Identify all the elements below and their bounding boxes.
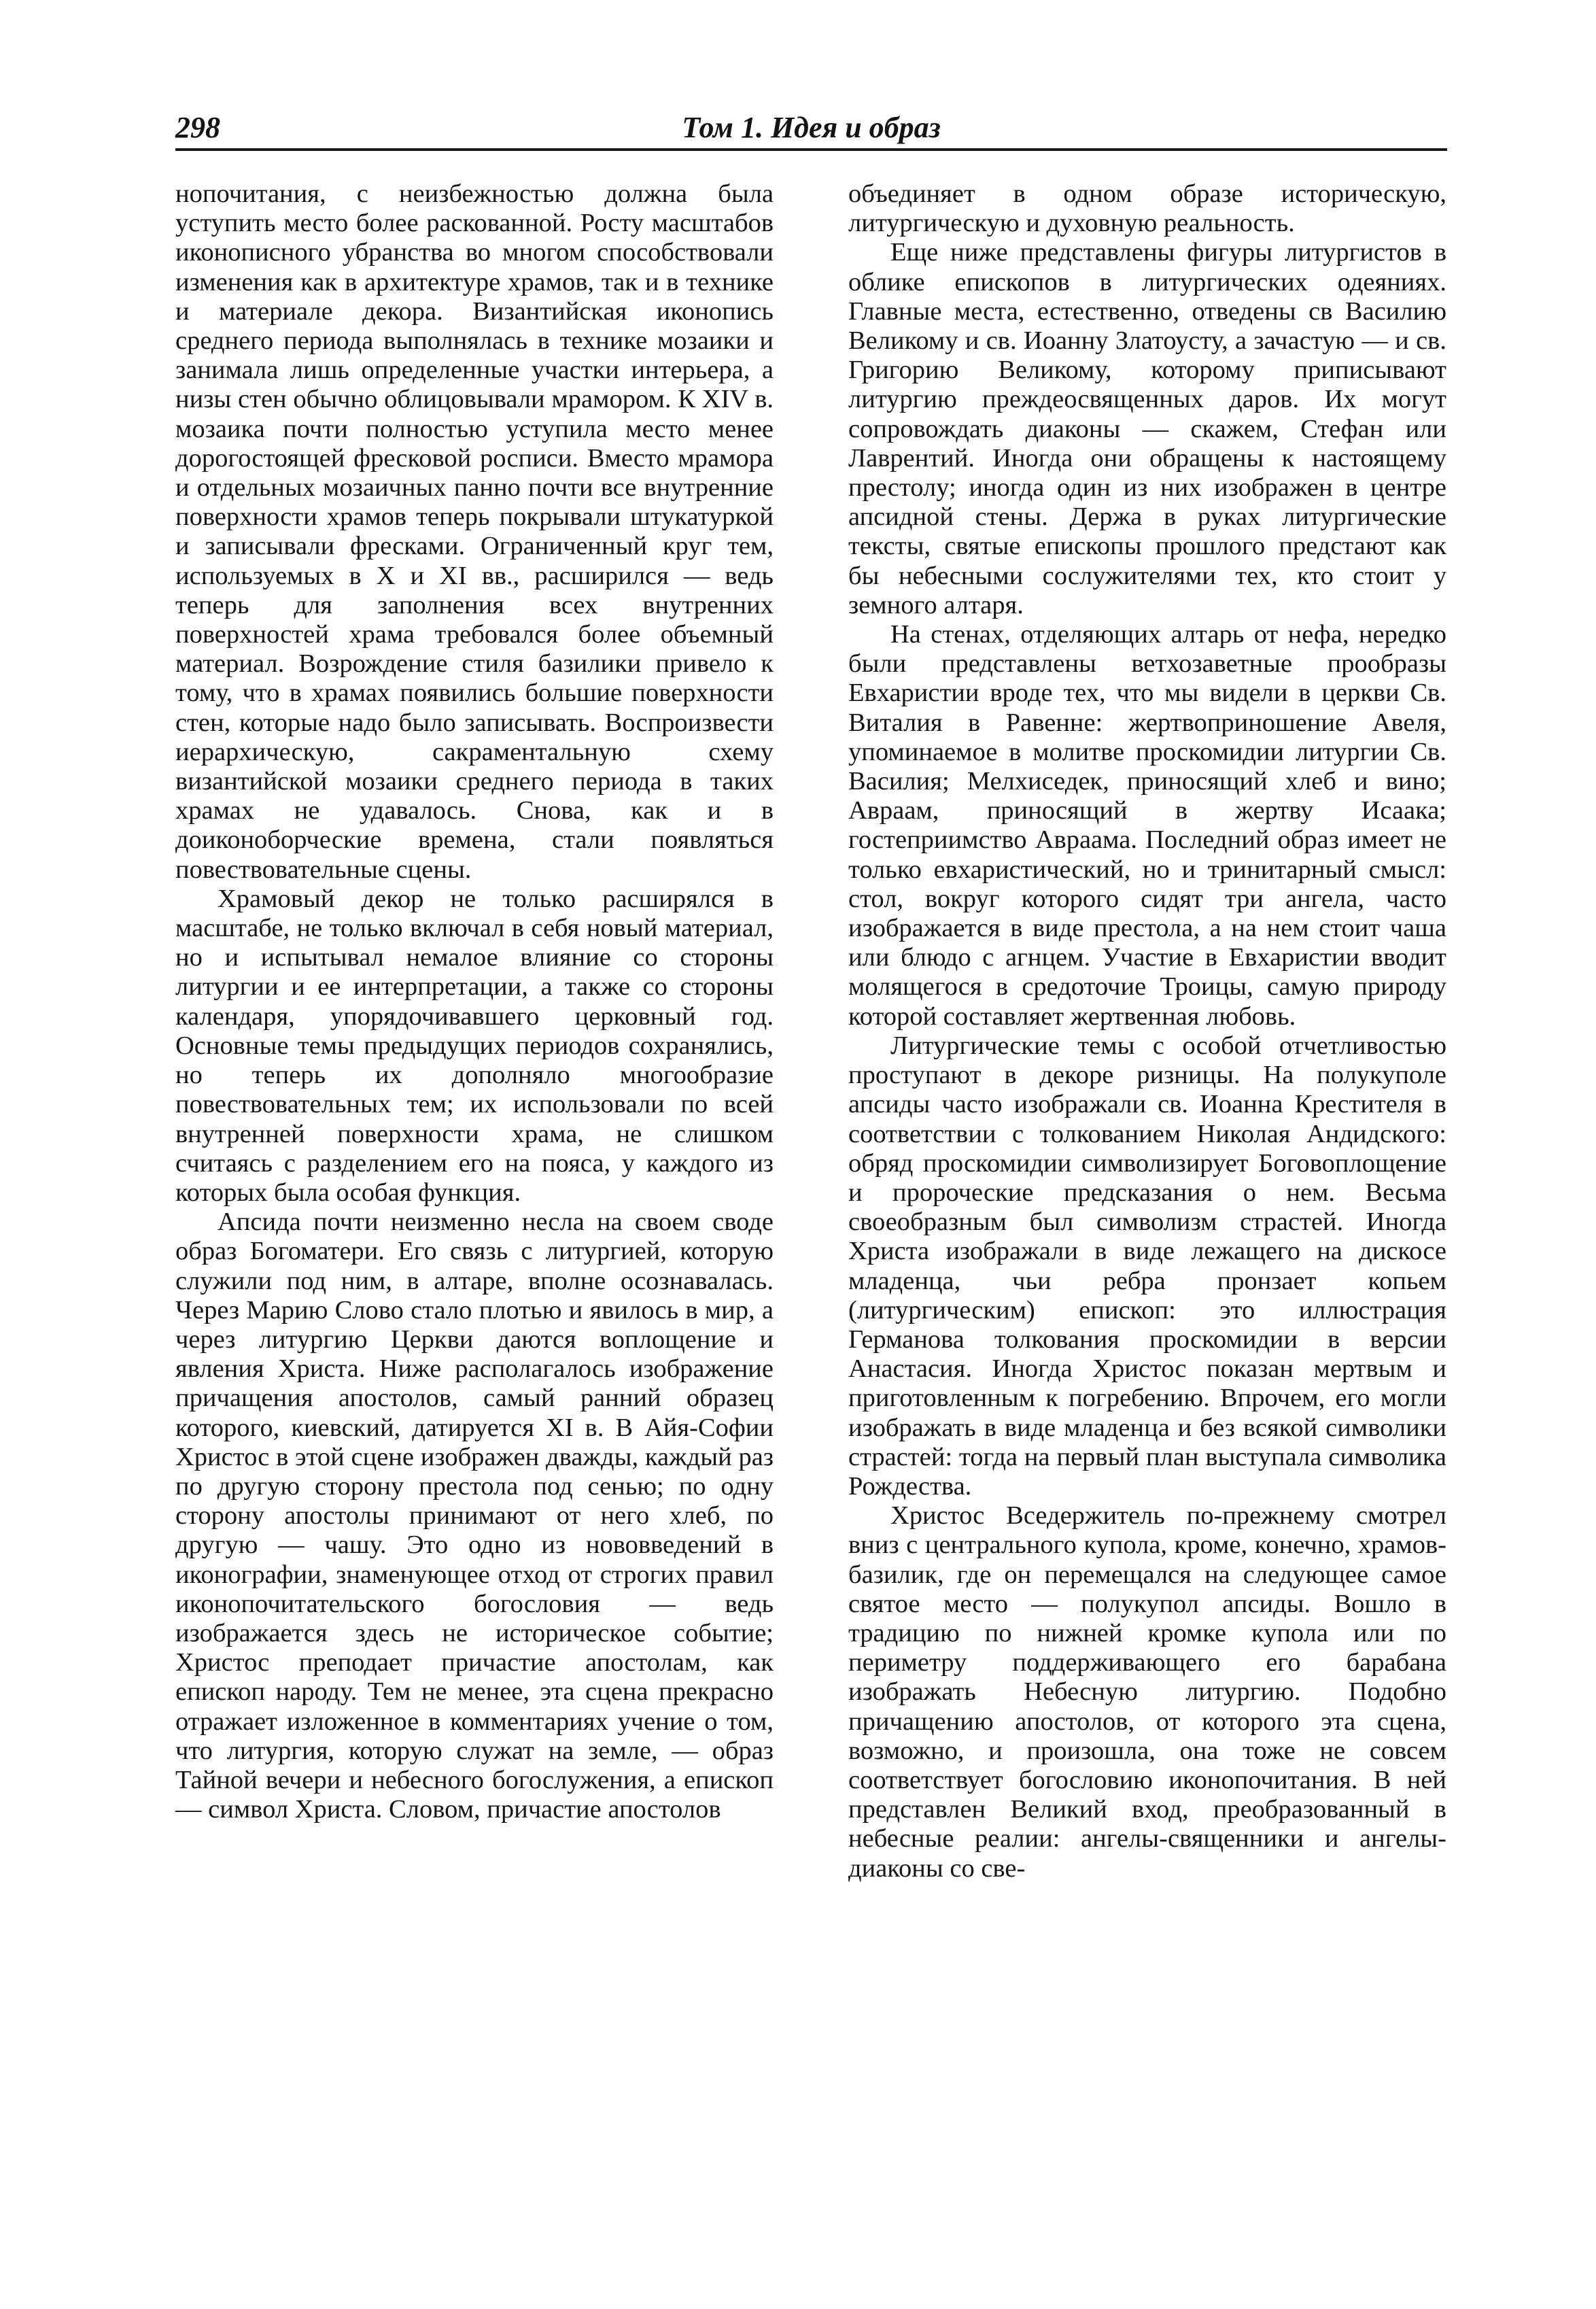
page-number: 298	[175, 111, 220, 144]
page-header	[175, 107, 1447, 148]
header-rule	[175, 148, 1447, 151]
paragraph: Литургические темы с особой отчетливостью проступают в декоре ризницы. На полукуполе апсиды часто изображали св. Иоанна Крестителя в соответствии с толкованием Николая Андидского: обряд проскомидии символизирует Боговоплощение и пророческие предсказания о нем. Весьма своеобразным был символизм страстей. Иногда Христа изображали в виде лежащего на дискосе младенца, чьи ребра пронзает копьем (литургическим) епископ: это иллюстрация Германова толкования проскомидии в версии Анастасия. Иногда Христос показан мертвым и приготовленным к погребению. Впрочем, его могли изображать в виде младенца и без всякой символики страстей: тогда на первый план выступала символика Рождества.	[848, 1031, 1446, 1501]
paragraph: Христос Вседержитель по-прежнему смотрел вниз с центрального купола, кроме, конечно, храмов-базилик, где он перемещался на следующее самое святое место — полукупол апсиды. Вошло в традицию по нижней кромке купола или по периметру поддерживающего его барабана изображать Небесную литургию. Подобно причащению апостолов, от которого эта сцена, возможно, и произошла, она тоже не совсем соответствует богословию иконопочитания. В ней представлен Великий вход, преобразованный в небесные реалии: ангелы-священники и ангелы-диаконы со све-	[848, 1501, 1446, 1883]
paragraph: Храмовый декор не только расширялся в масштабе, не только включал в себя новый материал, но и испытывал немалое влияние со стороны литургии и ее интерпретации, а также со стороны календаря, упорядочивавшего церковный год. Основные темы предыдущих периодов сохранялись, но теперь их дополняло многообразие повествовательных тем; их использовали по всей внутренней поверхности храма, не слишком считаясь с разделением его на пояса, у каждого из которых была особая функция.	[175, 884, 774, 1207]
paragraph: Апсида почти неизменно несла на своем своде образ Богоматери. Его связь с литургией, которую служили под ним, в алтаре, вполне осознавалась. Через Марию Слово стало плотью и явилось в мир, а через литургию Церкви даются воплощение и явления Христа. Ниже располагалось изображение причащения апостолов, самый ранний образец которого, киевский, датируется XI в. В Айя-Софии Христос в этой сцене изображен дважды, каждый раз по другую сторону престола под сенью; по одну сторону апостолы принимают от него хлеб, по другую — чашу. Это одно из нововведений в иконографии, знаменующее отход от строгих правил иконопочитательского богословия — ведь изображается здесь не историческое событие; Христос преподает причастие апостолам, как епископ народу. Тем не менее, эта сцена прекрасно отражает изложенное в комментариях учение о том, что литургия, которую служат на земле, — образ Тайной вечери и небесного богослужения, а епископ — символ Христа. Словом, причастие апостолов	[175, 1208, 774, 1824]
running-title: Том 1. Идея и образ	[682, 111, 941, 144]
paragraph: нопочитания, с неизбежностью должна была уступить место более раскованной. Росту масштабов иконописного убранства во многом способствовали изменения как в архитектуре храмов, так и в технике и материале декора. Византийская иконопись среднего периода выполнялась в технике мозаики и занимала лишь определенные участки интерьера, а низы стен обычно облицовывали мрамором. К XIV в. мозаика почти полностью уступила место менее дорогостоящей фресковой росписи. Вместо мрамора и отдельных мозаичных панно почти все внутренние поверхности храмов теперь покрывали штукатуркой и записывали фресками. Ограниченный круг тем, используемых в X и XI вв., расширился — ведь теперь для заполнения всех внутренних поверхностей храма требовался более объемный материал. Возрождение стиля базилики привело к тому, что в храмах появились большие поверхности стен, которые надо было записывать. Воспроизвести иерархическую, сакраментальную схему византийской мозаики среднего периода в таких храмах не удавалось. Снова, как и в доиконоборческие времена, стали появляться повествовательные сцены.	[175, 179, 774, 884]
left-column	[175, 179, 774, 1824]
right-column	[848, 179, 1446, 1883]
paragraph: объединяет в одном образе историческую, литургическую и духовную реальность.	[848, 179, 1446, 238]
paragraph: Еще ниже представлены фигуры литургистов в облике епископов в литургических одеяниях. Главные места, естественно, отведены св Василию Великому и св. Иоанну Златоусту, а зачастую — и св. Григорию Великому, которому приписывают литургию преждеосвященных даров. Их могут сопровождать диаконы — скажем, Стефан или Лаврентий. Иногда они обращены к настоящему престолу; иногда один из них изображен в центре апсидной стены. Держа в руках литургические тексты, святые епископы прошлого предстают как бы небесными сослужителями тех, кто стоит у земного алтаря.	[848, 238, 1446, 619]
paragraph: На стенах, отделяющих алтарь от нефа, нередко были представлены ветхозаветные прообразы Евхаристии вроде тех, что мы видели в церкви Св. Виталия в Равенне: жертвоприношение Авеля, упоминаемое в молитве проскомидии литургии Св. Василия; Мелхиседек, приносящий хлеб и вино; Авраам, приносящий в жертву Исаака; гостеприимство Авраама. Последний образ имеет не только евхаристический, но и тринитарный смысл: стол, вокруг которого сидят три ангела, часто изображается в виде престола, а на нем стоит чаша или блюдо с агнцем. Участие в Евхаристии вводит молящегося в средоточие Троицы, самую природу которой составляет жертвенная любовь.	[848, 620, 1446, 1031]
